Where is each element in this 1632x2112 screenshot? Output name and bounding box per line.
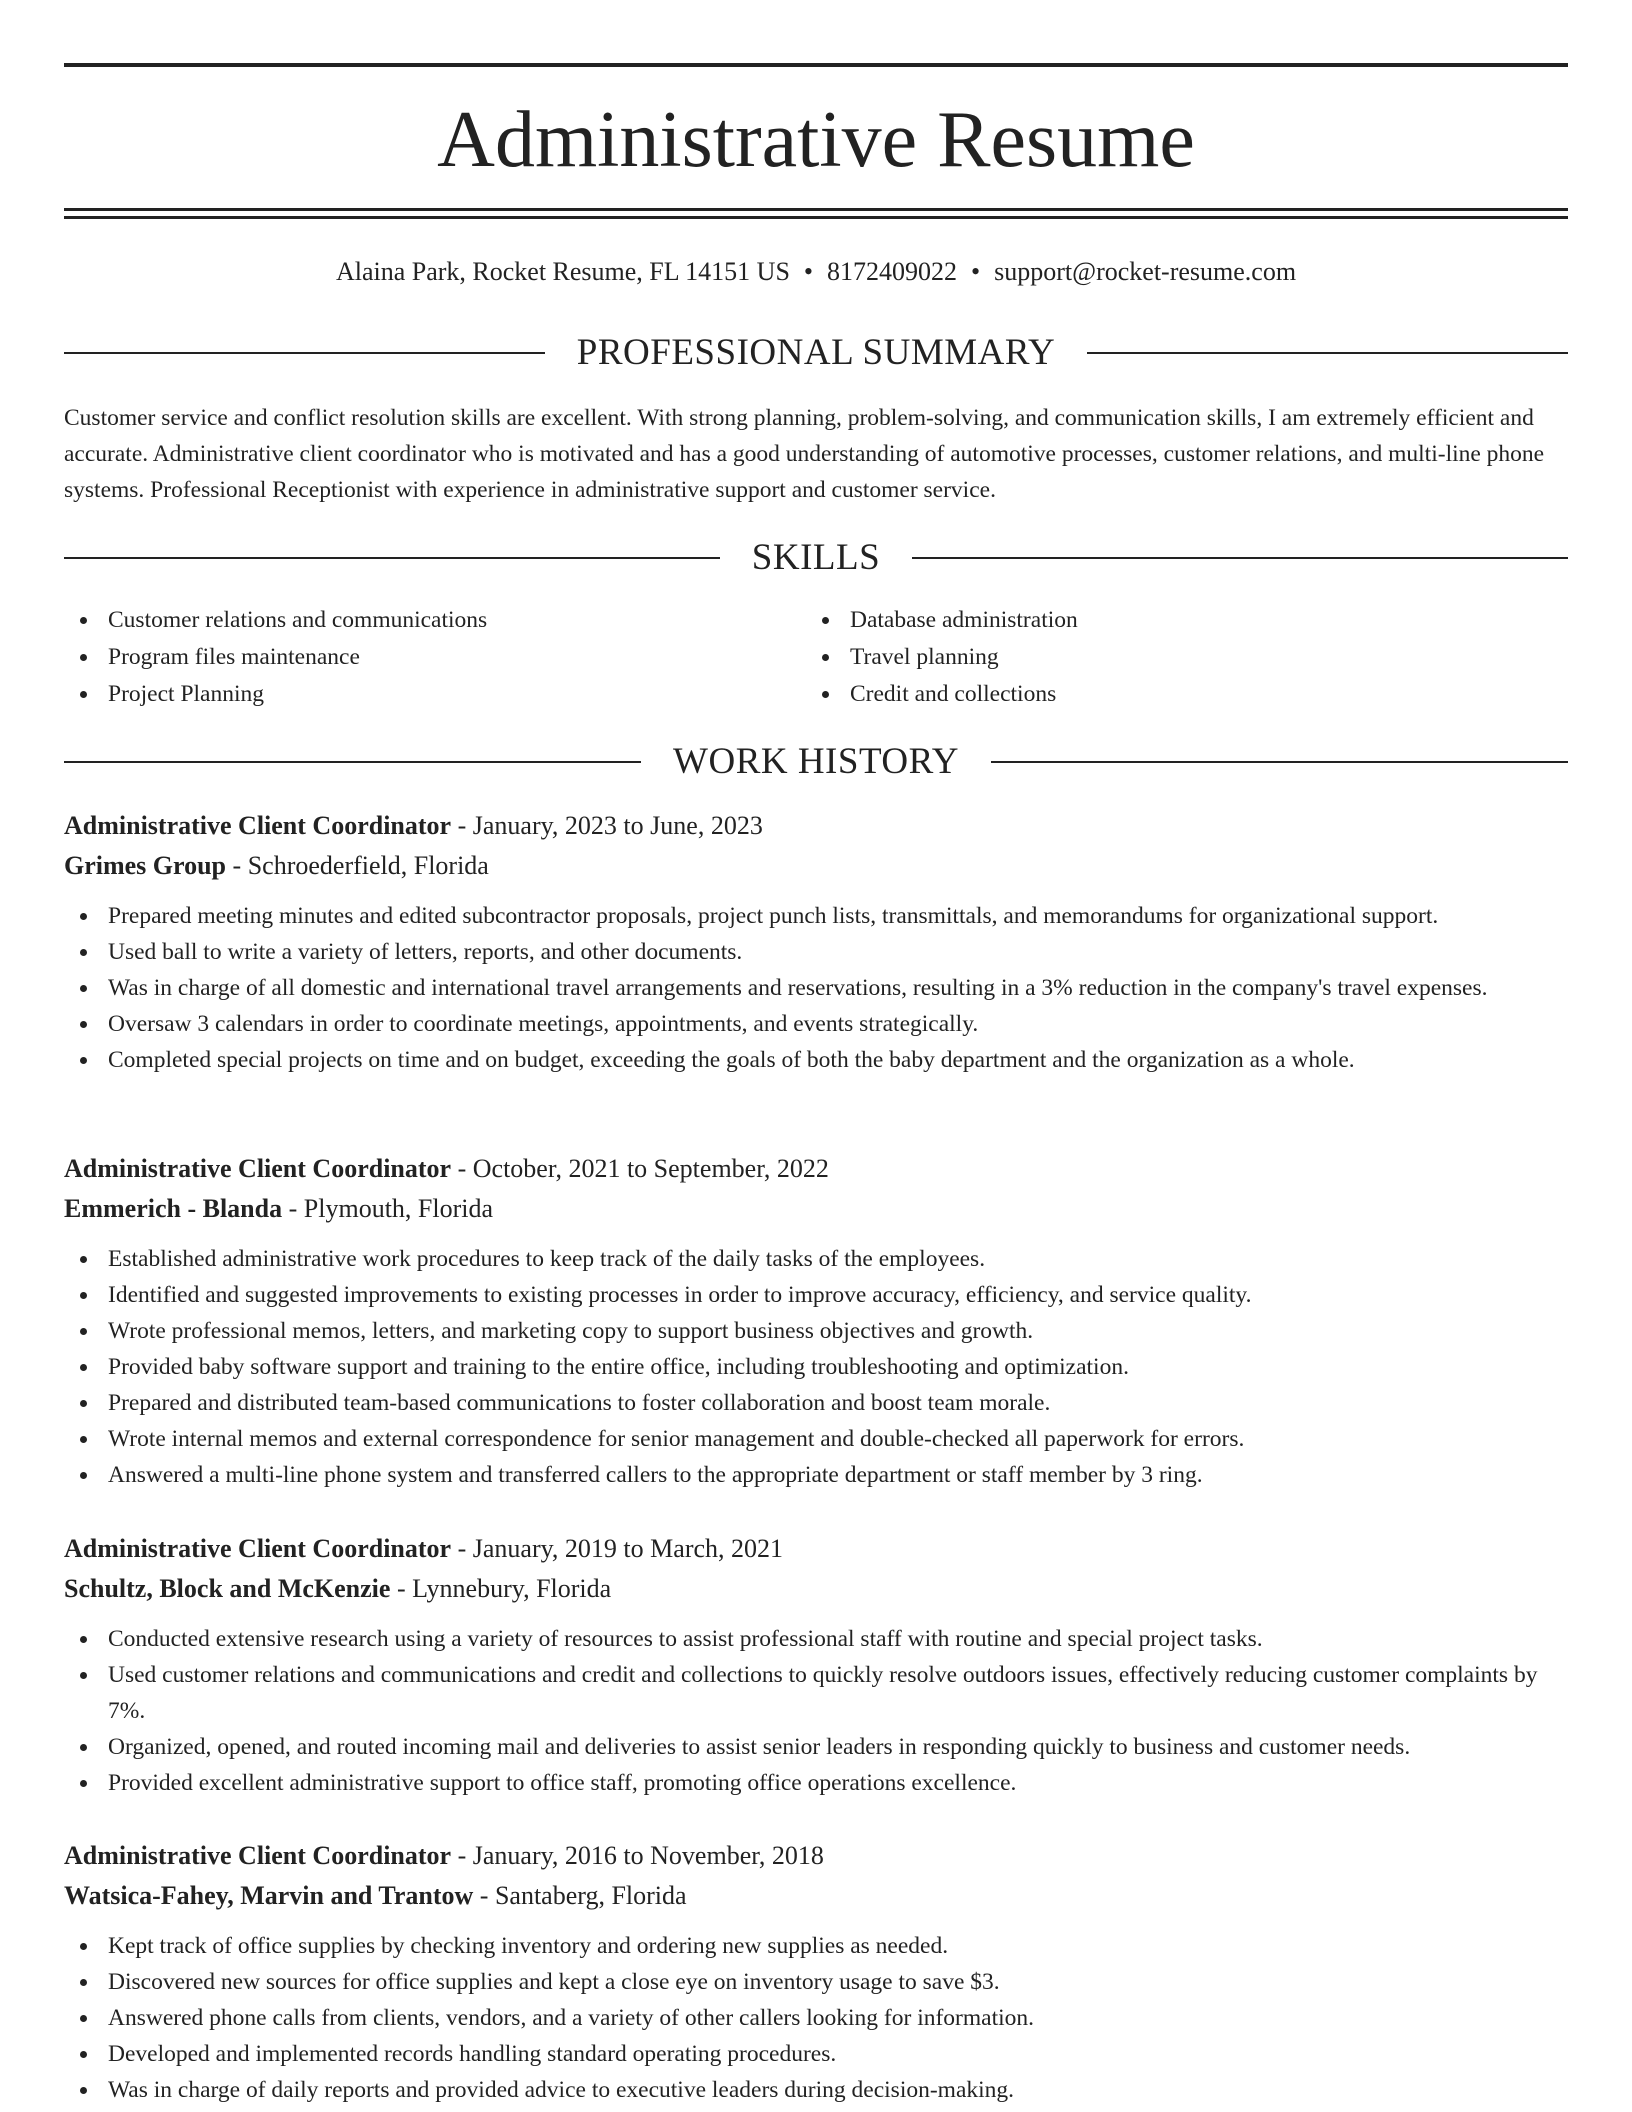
job-title: Administrative Client Coordinator — [64, 1841, 452, 1870]
work-heading-text: WORK HISTORY — [673, 741, 959, 782]
contact-separator: • — [971, 257, 981, 286]
summary-heading — [64, 330, 1568, 376]
job-company: Grimes Group — [64, 851, 227, 880]
heading-rule — [991, 761, 1568, 763]
job-bullet: Wrote internal memos and external correspondence for senior management and double-checked all paperwork for errors. — [64, 1421, 1568, 1457]
job-bullet: Used customer relations and communications and credit and collections to quickly resolve outdoors issues, effectively reducing customer complaints by 7%. — [64, 1657, 1568, 1729]
job-bullet: Conducted extensive research using a variety of resources to assist professional staff with routine and special project tasks. — [64, 1621, 1568, 1657]
heading-rule — [64, 761, 641, 763]
contact-line — [64, 254, 1568, 290]
skills-heading-text: SKILLS — [751, 537, 881, 578]
resume-title: Administrative Resume — [437, 96, 1195, 184]
job-company: Emmerich - Blanda — [64, 1194, 283, 1223]
skills-heading — [64, 535, 1568, 581]
job-bullet: Wrote professional memos, letters, and marketing copy to support business objectives and growth. — [64, 1313, 1568, 1349]
top-rule — [64, 63, 1568, 67]
job-separator: - — [451, 1534, 473, 1563]
job-bullet: Kept track of office supplies by checking inventory and ordering new supplies as needed. — [64, 1928, 1568, 1964]
job-bullet: Identified and suggested improvements to existing processes in order to improve accuracy, efficiency, and service quality. — [64, 1277, 1568, 1313]
job-bullet: Provided baby software support and training to the entire office, including troubleshooting and optimization. — [64, 1349, 1568, 1385]
job-title-line — [64, 806, 1568, 846]
contact-separator: • — [803, 257, 814, 286]
job-bullet: Oversaw 3 calendars in order to coordinate meetings, appointments, and events strategically. — [64, 1006, 1568, 1042]
job-bullet: Prepared and distributed team-based communications to foster collaboration and boost team morale. — [64, 1385, 1568, 1421]
job-bullets — [64, 1241, 1568, 1493]
job-separator: - — [390, 1574, 413, 1603]
job-title-line — [64, 1836, 1568, 1876]
job-bullet: Prepared meeting minutes and edited subcontractor proposals, project punch lists, transmittals, and memorandums for organizational support. — [64, 898, 1568, 934]
job-location: Schroederfield, Florida — [247, 851, 489, 880]
job-bullet: Developed and implemented records handling standard operating procedures. — [64, 2036, 1568, 2072]
job-bullets — [64, 898, 1568, 1078]
job-bullet: Was in charge of daily reports and provided advice to executive leaders during decision-making. — [64, 2072, 1568, 2108]
summary-heading-text: PROFESSIONAL SUMMARY — [576, 332, 1056, 373]
job-dates: January, 2023 to June, 2023 — [472, 811, 763, 840]
heading-rule — [64, 352, 545, 354]
skill-item: Customer relations and communications — [64, 602, 806, 639]
job-company-line — [64, 846, 1568, 886]
job-title: Administrative Client Coordinator — [64, 1534, 452, 1563]
skill-item: Travel planning — [806, 639, 1548, 676]
job-company: Schultz, Block and McKenzie — [64, 1574, 391, 1603]
job-title-line — [64, 1149, 1568, 1189]
job-bullets — [64, 1928, 1568, 2108]
job-bullet: Used ball to write a variety of letters, reports, and other documents. — [64, 934, 1568, 970]
job-dates: January, 2016 to November, 2018 — [472, 1841, 824, 1870]
summary-text: Customer service and conflict resolution skills are excellent. With strong planning, problem-solving, and communication skills, I am extremely efficient and accurate. Administrative client coordinator who is motivated and has a good understanding of automotive processes, customer relations, and multi-line phone systems. Professional Receptionist with experience in administrative support and customer service. — [64, 405, 1545, 503]
job-bullet: Organized, opened, and routed incoming mail and deliveries to assist senior leaders in responding quickly to business and customer needs. — [64, 1729, 1568, 1765]
skill-item: Database administration — [806, 602, 1548, 639]
job-separator: - — [451, 1154, 473, 1183]
job-location: Plymouth, Florida — [303, 1194, 494, 1223]
job-bullet: Established administrative work procedures to keep track of the daily tasks of the employees. — [64, 1241, 1568, 1277]
job-entry — [64, 1836, 1568, 2108]
work-heading — [64, 739, 1568, 785]
job-company-line — [64, 1189, 1568, 1229]
job-separator: - — [282, 1194, 304, 1223]
job-bullet: Answered a multi-line phone system and transferred callers to the appropriate department or staff member by 3 ring. — [64, 1457, 1568, 1493]
heading-rule — [1087, 352, 1568, 354]
job-title: Administrative Client Coordinator — [64, 811, 452, 840]
skill-item: Credit and collections — [806, 676, 1548, 713]
skill-item: Program files maintenance — [64, 639, 806, 676]
skills-list-right — [806, 602, 1548, 713]
heading-rule — [64, 557, 720, 559]
contact-phone: 8172409022 — [827, 257, 958, 286]
job-entry — [64, 806, 1568, 1078]
job-entry — [64, 1149, 1568, 1493]
contact-address: Alaina Park, Rocket Resume, FL 14151 US — [335, 257, 790, 286]
job-title: Administrative Client Coordinator — [64, 1154, 452, 1183]
job-separator: - — [473, 1881, 495, 1910]
skills-list-left — [64, 602, 806, 713]
skill-item: Project Planning — [64, 676, 806, 713]
job-company-line — [64, 1569, 1568, 1609]
job-location: Lynnebury, Florida — [412, 1574, 612, 1603]
title-rule-upper — [64, 208, 1568, 211]
job-entry — [64, 1529, 1568, 1801]
job-dates: October, 2021 to September, 2022 — [472, 1154, 829, 1183]
job-title-line — [64, 1529, 1568, 1569]
job-bullet: Provided excellent administrative support to office staff, promoting office operations excellence. — [64, 1765, 1568, 1801]
job-dates: January, 2019 to March, 2021 — [472, 1534, 784, 1563]
job-bullet: Was in charge of all domestic and international travel arrangements and reservations, resulting in a 3% reduction in the company's travel expenses. — [64, 970, 1568, 1006]
job-bullet: Completed special projects on time and on budget, exceeding the goals of both the baby department and the organization as a whole. — [64, 1042, 1568, 1078]
job-separator: - — [451, 811, 473, 840]
job-bullet: Answered phone calls from clients, vendors, and a variety of other callers looking for information. — [64, 2000, 1568, 2036]
heading-rule — [912, 557, 1568, 559]
job-company: Watsica-Fahey, Marvin and Trantow — [64, 1881, 474, 1910]
job-separator: - — [226, 851, 248, 880]
contact-email: support@rocket-resume.com — [994, 257, 1297, 286]
job-location: Santaberg, Florida — [494, 1881, 687, 1910]
job-separator: - — [451, 1841, 473, 1870]
job-company-line — [64, 1876, 1568, 1916]
title-rule-lower — [64, 216, 1568, 219]
skills-columns — [64, 602, 1568, 713]
job-bullet: Discovered new sources for office supplies and kept a close eye on inventory usage to save $3. — [64, 1964, 1568, 2000]
job-bullets — [64, 1621, 1568, 1801]
